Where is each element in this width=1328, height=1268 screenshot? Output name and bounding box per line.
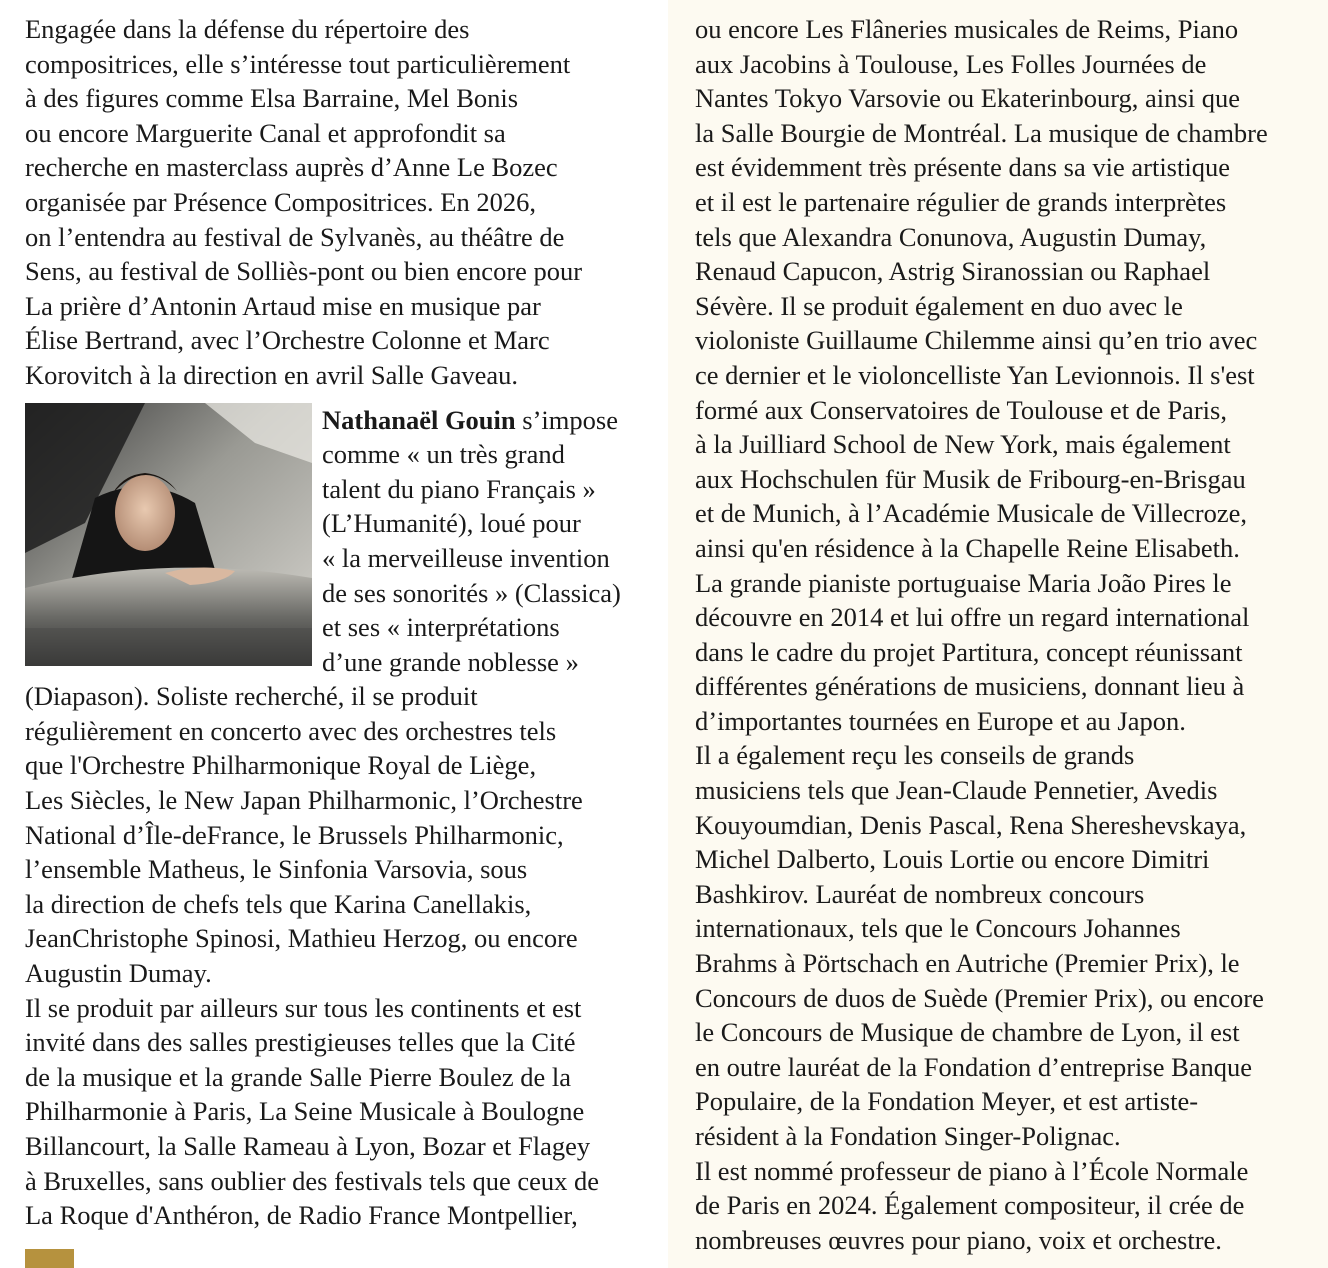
gold-accent-bar bbox=[25, 1249, 74, 1268]
text-line: Sévère. Il se produit également en duo avec le bbox=[695, 290, 1183, 321]
text-line: ce dernier et le violoncelliste Yan Levionnois. Il s'est bbox=[695, 359, 1255, 390]
text-line: invité dans des salles prestigieuses telles que la Cité bbox=[25, 1027, 576, 1058]
text-line: ou encore Marguerite Canal et approfondit sa bbox=[25, 117, 506, 148]
text-line: aux Hochschulen für Musik de Fribourg-en-Brisgau bbox=[695, 463, 1246, 494]
text-line: est évidemment très présente dans sa vie artistique bbox=[695, 152, 1230, 183]
text-line: l’ensemble Matheus, le Sinfonia Varsovia, sous bbox=[25, 854, 528, 885]
text-line: d’une grande noblesse » bbox=[322, 646, 579, 677]
text-line: Populaire, de la Fondation Meyer, et est artiste- bbox=[695, 1086, 1199, 1117]
text-line: Élise Bertrand, avec l’Orchestre Colonne et Marc bbox=[25, 325, 550, 356]
text-line: internationaux, tels que le Concours Johannes bbox=[695, 913, 1181, 944]
text-line: compositrices, elle s’intéresse tout particulièrement bbox=[25, 48, 571, 79]
text-line: Concours de duos de Suède (Premier Prix), ou encore bbox=[695, 982, 1264, 1013]
intro-paragraph bbox=[25, 12, 655, 393]
text-line: de la musique et la grande Salle Pierre Boulez de la bbox=[25, 1061, 571, 1092]
text-line: régulièrement en concerto avec des orchestres tels bbox=[25, 715, 557, 746]
text-line: nombreuses œuvres pour piano, voix et orchestre. bbox=[695, 1224, 1222, 1255]
text-line: talent du piano Français » bbox=[322, 473, 596, 504]
text-line: Les Siècles, le New Japan Philharmonic, l’Orchestre bbox=[25, 785, 583, 816]
left-column bbox=[25, 12, 655, 1233]
bio-paragraph bbox=[25, 403, 655, 1233]
text-line: en outre lauréat de la Fondation d’entreprise Banque bbox=[695, 1051, 1253, 1082]
text-line: Il est nommé professeur de piano à l’École Normale bbox=[695, 1155, 1249, 1186]
text-line: Brahms à Pörtschach en Autriche (Premier Prix), le bbox=[695, 948, 1240, 979]
artist-portrait-photo bbox=[25, 403, 312, 666]
text-line: « la merveilleuse invention bbox=[322, 542, 610, 573]
text-line: formé aux Conservatoires de Toulouse et de Paris, bbox=[695, 394, 1227, 425]
text-line: recherche en masterclass auprès d’Anne Le Bozec bbox=[25, 152, 558, 183]
text-line: Augustin Dumay. bbox=[25, 958, 212, 989]
text-line: aux Jacobins à Toulouse, Les Folles Journées de bbox=[695, 48, 1207, 79]
text-line: Engagée dans la défense du répertoire des bbox=[25, 14, 470, 44]
text-line: Il a également reçu les conseils de grands bbox=[695, 740, 1135, 771]
text-line: la direction de chefs tels que Karina Canellakis, bbox=[25, 888, 532, 919]
text-line: découvre en 2014 et lui offre un regard international bbox=[695, 602, 1250, 633]
text-line: et il est le partenaire régulier de grands interprètes bbox=[695, 186, 1227, 217]
text-line: La grande pianiste portuguaise Maria João Pires le bbox=[695, 567, 1232, 598]
text-line: (Diapason). Soliste recherché, il se produit bbox=[25, 681, 478, 712]
text-line: de ses sonorités » (Classica) bbox=[322, 577, 621, 608]
text-line: Sens, au festival de Solliès-pont ou bien encore pour bbox=[25, 256, 583, 287]
text-line: Philharmonie à Paris, La Seine Musicale à Boulogne bbox=[25, 1096, 585, 1127]
text-line: et de Munich, à l’Académie Musicale de Villecroze, bbox=[695, 498, 1247, 529]
text-line: Bashkirov. Lauréat de nombreux concours bbox=[695, 878, 1145, 909]
text-line: Renaud Capucon, Astrig Siranossian ou Raphael bbox=[695, 256, 1211, 287]
text-line: tels que Alexandra Conunova, Augustin Dumay, bbox=[695, 221, 1207, 252]
text-line: de Paris en 2024. Également compositeur, il crée de bbox=[695, 1190, 1245, 1221]
text-line: Nantes Tokyo Varsovie ou Ekaterinbourg, ainsi que bbox=[695, 83, 1240, 114]
text-fragment: s’impose bbox=[515, 404, 618, 435]
text-line: à des figures comme Elsa Barraine, Mel Bonis bbox=[25, 83, 519, 114]
text-line: Kouyoumdian, Denis Pascal, Rena Shereshevskaya, bbox=[695, 809, 1247, 840]
text-line: différentes générations de musiciens, donnant lieu à bbox=[695, 671, 1245, 702]
text-line: musiciens tels que Jean-Claude Pennetier, Avedis bbox=[695, 775, 1218, 806]
text-line: Billancourt, la Salle Rameau à Lyon, Bozar et Flagey bbox=[25, 1131, 591, 1161]
text-line: que l'Orchestre Philharmonique Royal de Liège, bbox=[25, 750, 537, 781]
text-line: ainsi qu'en résidence à la Chapelle Reine Elisabeth. bbox=[695, 532, 1240, 563]
text-line: la Salle Bourgie de Montréal. La musique de chambre bbox=[695, 117, 1268, 148]
text-line: National d’Île-deFrance, le Brussels Philharmonic, bbox=[25, 819, 564, 850]
text-line: ou encore Les Flâneries musicales de Reims, Piano bbox=[695, 14, 1239, 44]
text-line: La Roque d'Anthéron, de Radio France Montpellier, bbox=[25, 1200, 578, 1231]
text-line: le Concours de Musique de chambre de Lyon, il est bbox=[695, 1017, 1240, 1048]
text-line: dans le cadre du projet Partitura, concept réunissant bbox=[695, 636, 1243, 667]
text-line: Korovitch à la direction en avril Salle Gaveau. bbox=[25, 359, 519, 390]
text-line: résident à la Fondation Singer-Polignac. bbox=[695, 1121, 1121, 1151]
text-line: à la Juilliard School de New York, mais également bbox=[695, 429, 1231, 460]
text-line: organisée par Présence Compositrices. En 2026, bbox=[25, 186, 536, 217]
text-line: à Bruxelles, sans oublier des festivals tels que ceux de bbox=[25, 1165, 600, 1196]
text-line: JeanChristophe Spinosi, Mathieu Herzog, ou encore bbox=[25, 923, 578, 954]
text-line: (L’Humanité), loué pour bbox=[322, 508, 581, 539]
right-column bbox=[695, 12, 1315, 1257]
text-line: d’importantes tournées en Europe et au Japon. bbox=[695, 705, 1186, 736]
text-line: comme « un très grand bbox=[322, 439, 565, 470]
text-line: La prière d’Antonin Artaud mise en musique par bbox=[25, 290, 541, 321]
text-line: et ses « interprétations bbox=[322, 612, 560, 643]
artist-name: Nathanaël Gouin bbox=[322, 404, 516, 435]
text-line: violoniste Guillaume Chilemme ainsi qu’en trio avec bbox=[695, 325, 1258, 356]
text-line: Il se produit par ailleurs sur tous les continents et est bbox=[25, 992, 582, 1023]
text-line: Michel Dalberto, Louis Lortie ou encore Dimitri bbox=[695, 844, 1210, 875]
text-line: on l’entendra au festival de Sylvanès, au théâtre de bbox=[25, 221, 565, 252]
